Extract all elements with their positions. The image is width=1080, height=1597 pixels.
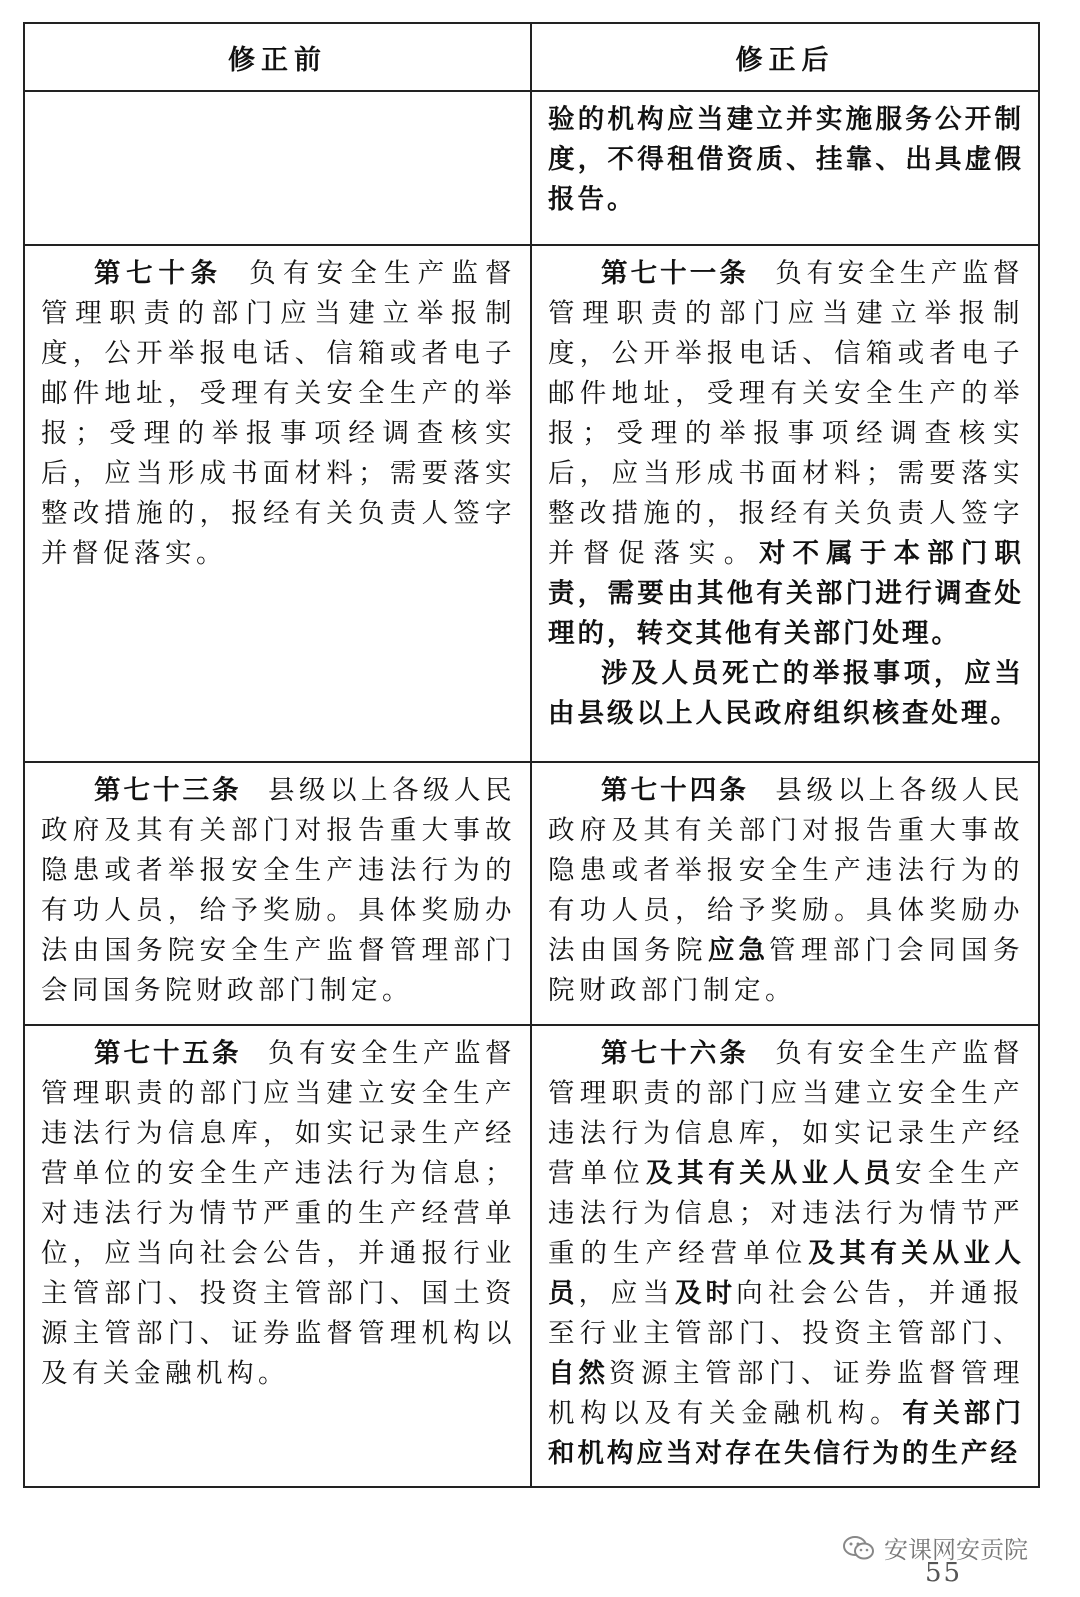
paragraph <box>41 1034 516 1394</box>
cell-after <box>531 245 1039 762</box>
body-text: 负有安全生产监督管理职责的部门应当建立举报制度，公开举报电话、信箱或者电子邮件地址，受理有关安全生产的举报；受理的举报事项经调查核实后，应当形成书面材料；需要落实整改措施的，报经有关负责人签字并督促落实。 <box>41 258 517 569</box>
table-row <box>24 245 1039 762</box>
paragraph <box>548 100 1024 220</box>
body-text: ，应当 <box>578 1278 675 1309</box>
emphasis-text: 对不属于本部门职责，需要由其他有关部门进行调查处理的，转交其他有关部门处理。 <box>548 538 1025 649</box>
paragraph <box>41 771 516 1011</box>
body-text: 县级以上各级人民政府及其有关部门对报告重大事故隐患或者举报安全生产违法行为的有功人员，给予奖励。具体奖励办法由国务院 <box>548 775 1025 966</box>
emphasis-text: 有关部门和机构应当对存在失信行为的生产经 <box>548 1398 1025 1469</box>
comparison-table <box>23 22 1040 1488</box>
paragraph <box>41 254 516 574</box>
paragraph <box>548 1034 1024 1474</box>
article-number: 第七十六条 <box>601 1038 749 1069</box>
paragraph <box>548 771 1024 1011</box>
emphasis-text: 及时 <box>674 1278 737 1309</box>
body-text: 县级以上各级人民政府及其有关部门对报告重大事故隐患或者举报安全生产违法行为的有功人员，给予奖励。具体奖励办法由国务院安全生产监督管理部门会同国务院财政部门制定。 <box>41 775 516 1006</box>
emphasis-text: 及其有关从业人员 <box>645 1158 896 1189</box>
table-row <box>24 91 1039 245</box>
cell-before <box>24 245 531 762</box>
body-text: 向社会公告，并通报至行业主管部门、投资主管部门、 <box>548 1278 1025 1349</box>
article-number: 第七十一条 <box>601 258 749 289</box>
emphasis-text: 应急 <box>708 935 769 966</box>
body-text: 负有安全生产监督管理职责的部门应当建立安全生产违法行为信息库，如实记录生产经营单位的安全生产违法行为信息；对违法行为情节严重的生产经营单位，应当向社会公告，并通报行业主管部门、投资主管部门、国土资源主管部门、证券监督管理机构以及有关金融机构。 <box>41 1038 516 1389</box>
header-after: 修正后 <box>531 23 1039 91</box>
article-number: 第七十四条 <box>601 775 749 806</box>
body-text: 管理部门会同国务院财政部门制定。 <box>548 935 1024 1006</box>
paragraph <box>548 254 1024 654</box>
article-number: 第七十条 <box>94 258 223 289</box>
header-before: 修正前 <box>24 23 531 91</box>
page-number: 55 <box>925 1558 963 1588</box>
cell-before <box>24 91 531 245</box>
header-row <box>24 23 1039 91</box>
body-text: 负有安全生产监督管理职责的部门应当建立举报制度，公开举报电话、信箱或者电子邮件地址，受理有关安全生产的举报；受理的举报事项经调查核实后，应当形成书面材料；需要落实整改措施的，报经有关负责人签字并督促落实。 <box>548 258 1025 569</box>
emphasis-text: 验的机构应当建立并实施服务公开制度，不得租借资质、挂靠、出具虚假报告。 <box>548 104 1024 215</box>
article-number: 第七十五条 <box>94 1038 242 1069</box>
cell-before <box>24 762 531 1025</box>
emphasis-text: 涉及人员死亡的举报事项，应当由县级以上人民政府组织核查处理。 <box>548 658 1024 729</box>
body-text: 安全生产违法行为信息；对违法行为情节严重的生产经营单位 <box>548 1158 1025 1269</box>
wechat-icon <box>842 1535 876 1561</box>
cell-before <box>24 1025 531 1487</box>
article-number: 第七十三条 <box>94 775 242 806</box>
table-row <box>24 1025 1039 1487</box>
table-row <box>24 762 1039 1025</box>
cell-after <box>531 1025 1039 1487</box>
emphasis-text: 及其有关从业人员 <box>548 1238 1025 1309</box>
emphasis-text: 自然 <box>548 1358 609 1389</box>
cell-after <box>531 762 1039 1025</box>
watermark-text: 安课网安贡院 <box>884 1536 1028 1564</box>
paragraph <box>548 654 1024 734</box>
body-text: 负有安全生产监督管理职责的部门应当建立安全生产违法行为信息库，如实记录生产经营单位 <box>548 1038 1025 1189</box>
body-text: 资源主管部门、证券监督管理机构以及有关金融机构。 <box>548 1358 1024 1429</box>
cell-after <box>531 91 1039 245</box>
